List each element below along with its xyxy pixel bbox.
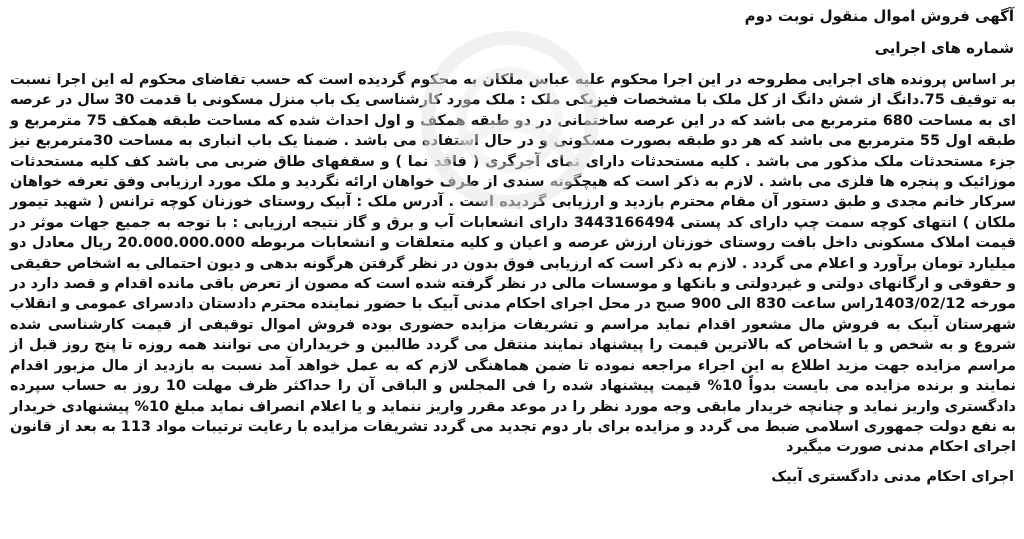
notice-subtitle: شماره های اجرایی	[874, 39, 1014, 57]
notice-body: بر اساس پرونده های اجرایی مطروحه در این اجرا محکوم علیه عباس ملکان به محکوم گردیده است که حسب تقاضای محکوم له این اجرا نسبت به توقیف 75.دانگ از شش دانگ از کل ملک با مشخصات فیزیکی ملک : ملک مورد کارشناسی یک باب منزل مسکونی با قدمت 30 سال در عرصه ای به مساحت 680 مترمربع می باشد که در این عرصه ساختمانی در دو طبقه همکف و اول احداث شده که مساحت طبقه همکف 75 مترمربع و طبقه اول 55 مترمربع می باشد که هر دو طبقه بصورت مسکونی و در حال استفاده می باشد . ضمنا یک باب انباری به مساحت 30مترمربع نیز جزء مستحدثات ملک مذکور می باشد . کلیه مستحدثات دارای نمای آجرگری ( فاقد نما ) و سقفهای طاق ضربی می باشد کف کلیه مستحدثات موزائیک و پنجره ها فلزی می باشد . لازم به ذکر است که هیچگونه سندی از طرف خواهان ارائه نگردید و ملک مورد ارزیابی وفق تعرفه خواهان سرکار خانم مجدی و طبق دستور آن مقام محترم بازدید و ارزیابی گردیده است . آدرس ملک : آبیک روستای خوزنان کوچه ترانس ( شهید تیمور ملکان ) انتهای کوچه سمت چپ دارای کد پستی 3443166494 دارای انشعابات آب و برق و گاز نتیجه ارزیابی : با توجه به جمیع جهات موثر در قیمت املاک مسکونی داخل بافت روستای خوزنان ارزش عرصه و اعیان و کلیه متعلقات و انشعابات مربوطه 20.000.000.000 ریال معادل دو میلیارد تومان برآورد و اعلام می گردد . لازم به ذکر است که ارزیابی فوق بدون در نظر گرفتن هرگونه بدهی و دیون احتمالی به اشخاص حقیقی و حقوقی و ارگانهای دولتی و غیردولتی و بانکها و موسسات مالی در نظر گرفته شده است که مصون از تعرض باقی مانده اقدام و قصد دارد در مورخه 1403/02/12راس ساعت 830 الی 900 صبح در محل اجرای احکام مدنی آبیک با حضور نماینده محترم دادستان دادسرای عمومی و انقلاب شهرستان آبیک به فروش مال مشعور اقدام نماید مراسم و تشریفات مزایده حضوری بوده فروش اموال توقیفی از قیمت کارشناسی شده شروع و به شخص و یا اشخاص که بالاترین قیمت را پیشنهاد نمایند منتقل می گردد طالبین و خریداران می توانند همه روزه تا پنج روز قبل از مراسم مزایده جهت مزید اطلاع به این اجراء مراجعه نموده تا ضمن هماهنگی لازم که به عمل خواهد آمد نسبت به بازدید از مال مزبور اقدام نمایند و برنده مزایده می بایست بدواً 10% قیمت پیشنهاد شده را فی المجلس و الباقی آن را حداکثر ظرف مهلت 10 روز به حساب سپرده دادگستری واریز نماید و چنانچه خریدار مابقی وجه مورد نظر را در موعد مقرر واریز ننماید و یا اعلام انصراف نماید مبلغ 10% پیشنهادی خریدار به نفع دولت جمهوری اسلامی ضبط می گردد و مزایده برای بار دوم تجدید می گردد تشریفات مزایده با رعایت ترتیبات مواد 113 به بعد از قانون اجرای احکام مدنی صورت میگیرد	[10, 72, 1017, 456]
notice-title: آگهی فروش اموال منقول نوبت دوم	[744, 7, 1014, 25]
notice-signature: اجرای احکام مدنی دادگستری آبیک	[771, 468, 1014, 485]
notice	[10, 0, 1016, 488]
